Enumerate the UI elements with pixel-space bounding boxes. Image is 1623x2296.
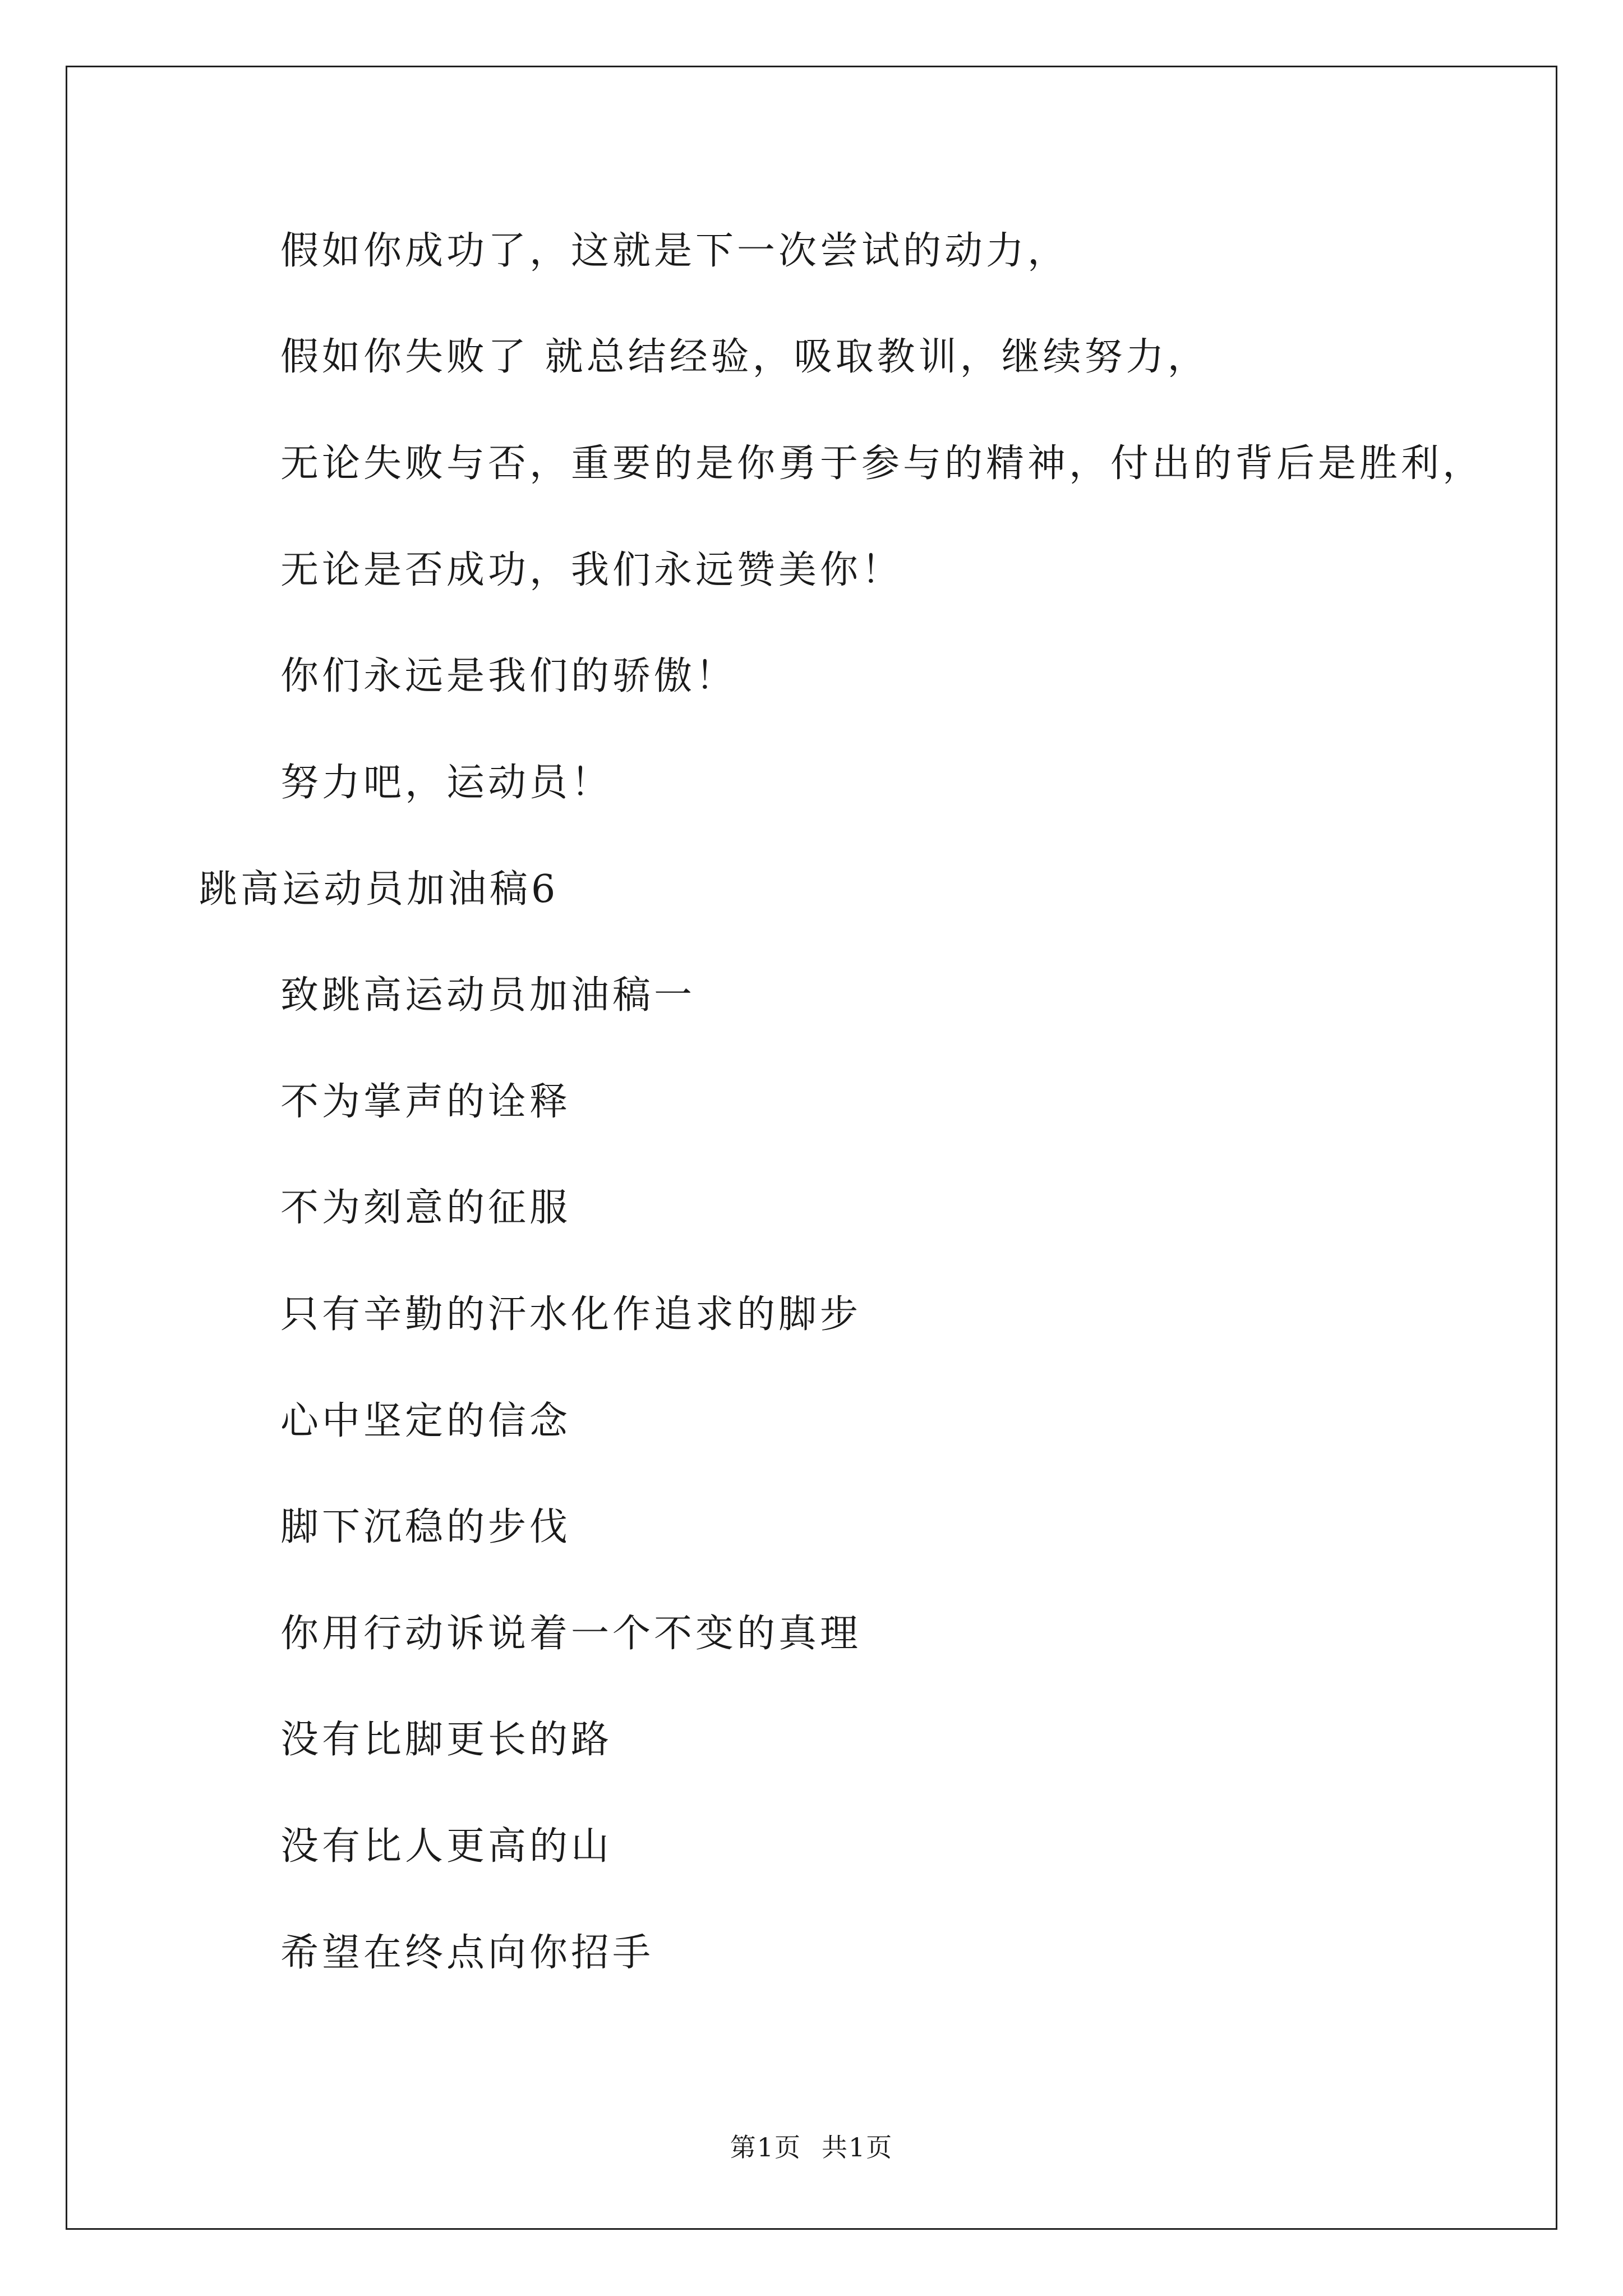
page-number: 第1页	[730, 2132, 801, 2162]
poem-line: 不为刻意的征服	[280, 1186, 571, 1230]
poem-line: 没有比人更高的山	[280, 1824, 613, 1869]
body-line: 努力吧，运动员！	[280, 761, 613, 805]
poem-line: 你用行动诉说着一个不变的真理	[280, 1612, 862, 1656]
poem-line: 致跳高运动员加油稿一	[280, 973, 696, 1018]
body-line: 假如你失败了 就总结经验，吸取教训，继续努力，	[280, 335, 1209, 379]
poem-line: 不为掌声的诠释	[280, 1080, 571, 1124]
body-line: 你们永远是我们的骄傲！	[280, 654, 737, 698]
page-total: 共1页	[822, 2132, 893, 2162]
body-line: 无论是否成功，我们永远赞美你！	[280, 548, 903, 592]
poem-line: 心中坚定的信念	[280, 1399, 571, 1443]
poem-line: 脚下沉稳的步伐	[280, 1505, 571, 1549]
body-line: 无论失败与否，重要的是你勇于参与的精神，付出的背后是胜利，	[280, 441, 1484, 486]
body-line: 假如你成功了，这就是下一次尝试的动力，	[280, 229, 1069, 273]
poem-line: 只有辛勤的汗水化作追求的脚步	[280, 1292, 862, 1337]
page-footer	[0, 2132, 1623, 2163]
poem-line: 没有比脚更长的路	[280, 1718, 613, 1762]
page-border	[66, 66, 1557, 2230]
poem-line: 希望在终点向你招手	[280, 1931, 654, 1975]
section-title: 跳高运动员加油稿6	[199, 867, 559, 912]
